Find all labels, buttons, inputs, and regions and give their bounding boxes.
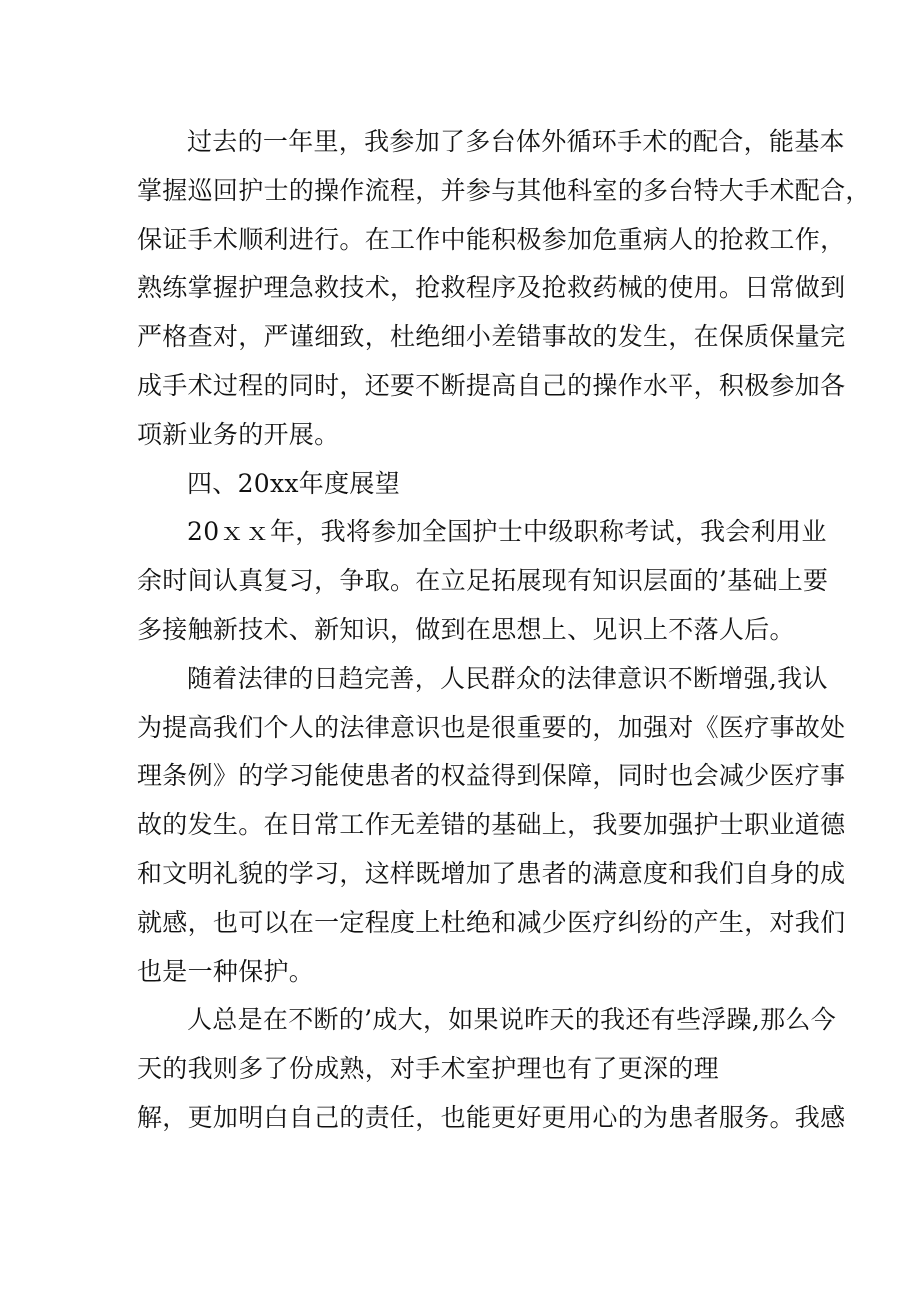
text-line: 天的我则多了份成熟，对手术室护理也有了更深的理 xyxy=(137,1054,719,1084)
text-line: 多接触新技术、新知识，做到在思想上、见识上不落人后。 xyxy=(137,614,795,644)
text-line: 为提高我们个人的法律意识也是很重要的，加强对《医疗事故处 xyxy=(137,712,846,742)
text-line: 就感，也可以在一定程度上杜绝和减少医疗纠纷的产生，对我们 xyxy=(137,907,846,937)
document-body xyxy=(137,118,871,1143)
text-line: 随着法律的日趋完善，人民群众的法律意识不断增强,我认 xyxy=(187,663,828,693)
text-line: 故的发生。在日常工作无差错的基础上，我要加强护士职业道德 xyxy=(137,810,846,840)
text-line: 过去的一年里，我参加了多台体外循环手术的配合，能基本 xyxy=(187,127,845,156)
text-line: 项新业务的开展。 xyxy=(137,419,340,449)
text-line: 余时间认真复习，争取。在立足拓展现有知识层面的’基础上要 xyxy=(137,566,829,596)
text-line: 保证手术顺利进行。在工作中能积极参加危重病人的抢救工作， xyxy=(137,224,846,254)
text-line: 掌握巡回护士的操作流程，并参与其他科室的多台特大手术配合， xyxy=(137,175,871,205)
text-line: 严格查对，严谨细致，杜绝细小差错事故的发生，在保质保量完 xyxy=(137,322,846,352)
text-line: 理条例》的学习能使患者的权益得到保障，同时也会减少医疗事 xyxy=(137,761,846,791)
text-line: 熟练掌握护理急救技术，抢救程序及抢救药械的使用。日常做到 xyxy=(137,273,846,303)
text-line: 20ｘｘ年，我将参加全国护士中级职称考试，我会利用业 xyxy=(187,517,827,547)
text-line: 和文明礼貌的学习，这样既增加了患者的满意度和我们自身的成 xyxy=(137,858,846,888)
text-line: 成手术过程的同时，还要不断提高自己的操作水平，积极参加各 xyxy=(137,370,846,400)
section-heading: 四、20xx年度展望 xyxy=(187,468,401,498)
text-line: 也是一种保护。 xyxy=(137,956,315,986)
text-line: 人总是在不断的’成大，如果说昨天的我还有些浮躁,那么今 xyxy=(187,1005,836,1035)
text-line: 解，更加明白自己的责任，也能更好更用心的为患者服务。我感 xyxy=(137,1102,846,1132)
